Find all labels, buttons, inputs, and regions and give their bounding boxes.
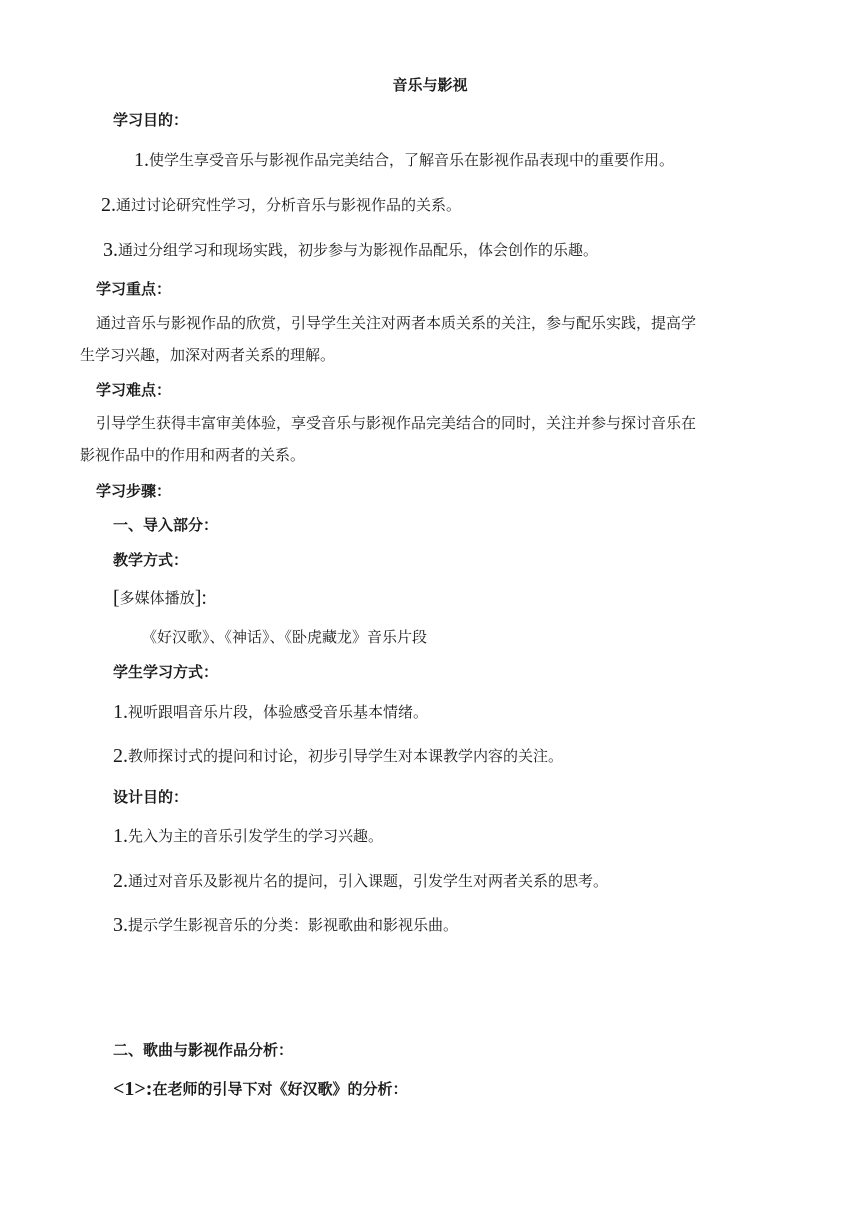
- subheading-number: <1>:: [113, 1078, 153, 1100]
- design-item-1: [113, 826, 383, 846]
- multimedia-label: 多媒体播放: [119, 589, 195, 607]
- item-text: 先入为主的音乐引发学生的学习兴趣。: [128, 827, 384, 845]
- item-text: 视听跟唱音乐片段，体验感受音乐基本情绪。: [128, 703, 429, 721]
- key-points-heading: 学习重点：: [96, 280, 172, 298]
- key-points-text-line-2: 生学习兴趣，加深对两者关系的理解。: [80, 346, 336, 364]
- bracket-open: [: [113, 587, 120, 609]
- objective-number: 1.: [134, 149, 149, 171]
- difficulty-text-line-1: 引导学生获得丰富审美体验，享受音乐与影视作品完美结合的同时，关注并参与探讨音乐在: [96, 414, 697, 432]
- page-title: 音乐与影视: [392, 76, 468, 94]
- subheading-text: 在老师的引导下对《好汉歌》的分析：: [152, 1080, 408, 1098]
- objectives-heading: 学习目的：: [113, 111, 189, 129]
- student-method-item-2: [113, 746, 563, 766]
- item-text: 通过对音乐及影视片名的提问，引入课题，引发学生对两者关系的思考。: [128, 872, 609, 890]
- multimedia-line: [113, 588, 207, 608]
- objective-item-2: [101, 195, 461, 215]
- design-item-3: [113, 915, 458, 935]
- item-number: 2.: [113, 745, 128, 767]
- item-text: 提示学生影视音乐的分类：影视歌曲和影视乐曲。: [128, 916, 459, 934]
- objective-text: 使学生享受音乐与影视作品完美结合，了解音乐在影视作品表现中的重要作用。: [149, 151, 675, 169]
- objective-text: 通过讨论研究性学习，分析音乐与影视作品的关系。: [116, 196, 462, 214]
- student-method-item-1: [113, 702, 428, 722]
- objective-item-1: [134, 150, 674, 170]
- design-item-2: [113, 871, 608, 891]
- steps-heading: 学习步骤：: [96, 482, 172, 500]
- student-method-heading: 学生学习方式：: [113, 663, 219, 681]
- part2-heading: 二、歌曲与影视作品分析：: [113, 1041, 294, 1059]
- objective-number: 2.: [101, 194, 116, 216]
- teaching-method-heading: 教学方式：: [113, 551, 189, 569]
- item-number: 1.: [113, 701, 128, 723]
- part2-subheading: [113, 1079, 407, 1099]
- item-number: 1.: [113, 825, 128, 847]
- objective-number: 3.: [103, 239, 118, 261]
- key-points-text-line-1: 通过音乐与影视作品的欣赏，引导学生关注对两者本质关系的关注，参与配乐实践，提高学: [96, 314, 697, 332]
- difficulty-heading: 学习难点：: [96, 381, 172, 399]
- objective-text: 通过分组学习和现场实践，初步参与为影视作品配乐，体会创作的乐趣。: [118, 241, 599, 259]
- part1-heading: 一、导入部分：: [113, 516, 219, 534]
- item-text: 教师探讨式的提问和讨论，初步引导学生对本课教学内容的关注。: [128, 747, 564, 765]
- bracket-close: ]:: [194, 587, 207, 609]
- difficulty-text-line-2: 影视作品中的作用和两者的关系。: [80, 446, 306, 464]
- item-number: 3.: [113, 914, 128, 936]
- objective-item-3: [103, 240, 598, 260]
- item-number: 2.: [113, 870, 128, 892]
- multimedia-content: 《好汉歌》、《神话》、《卧虎藏龙》音乐片段: [142, 628, 428, 646]
- design-heading: 设计目的：: [113, 788, 189, 806]
